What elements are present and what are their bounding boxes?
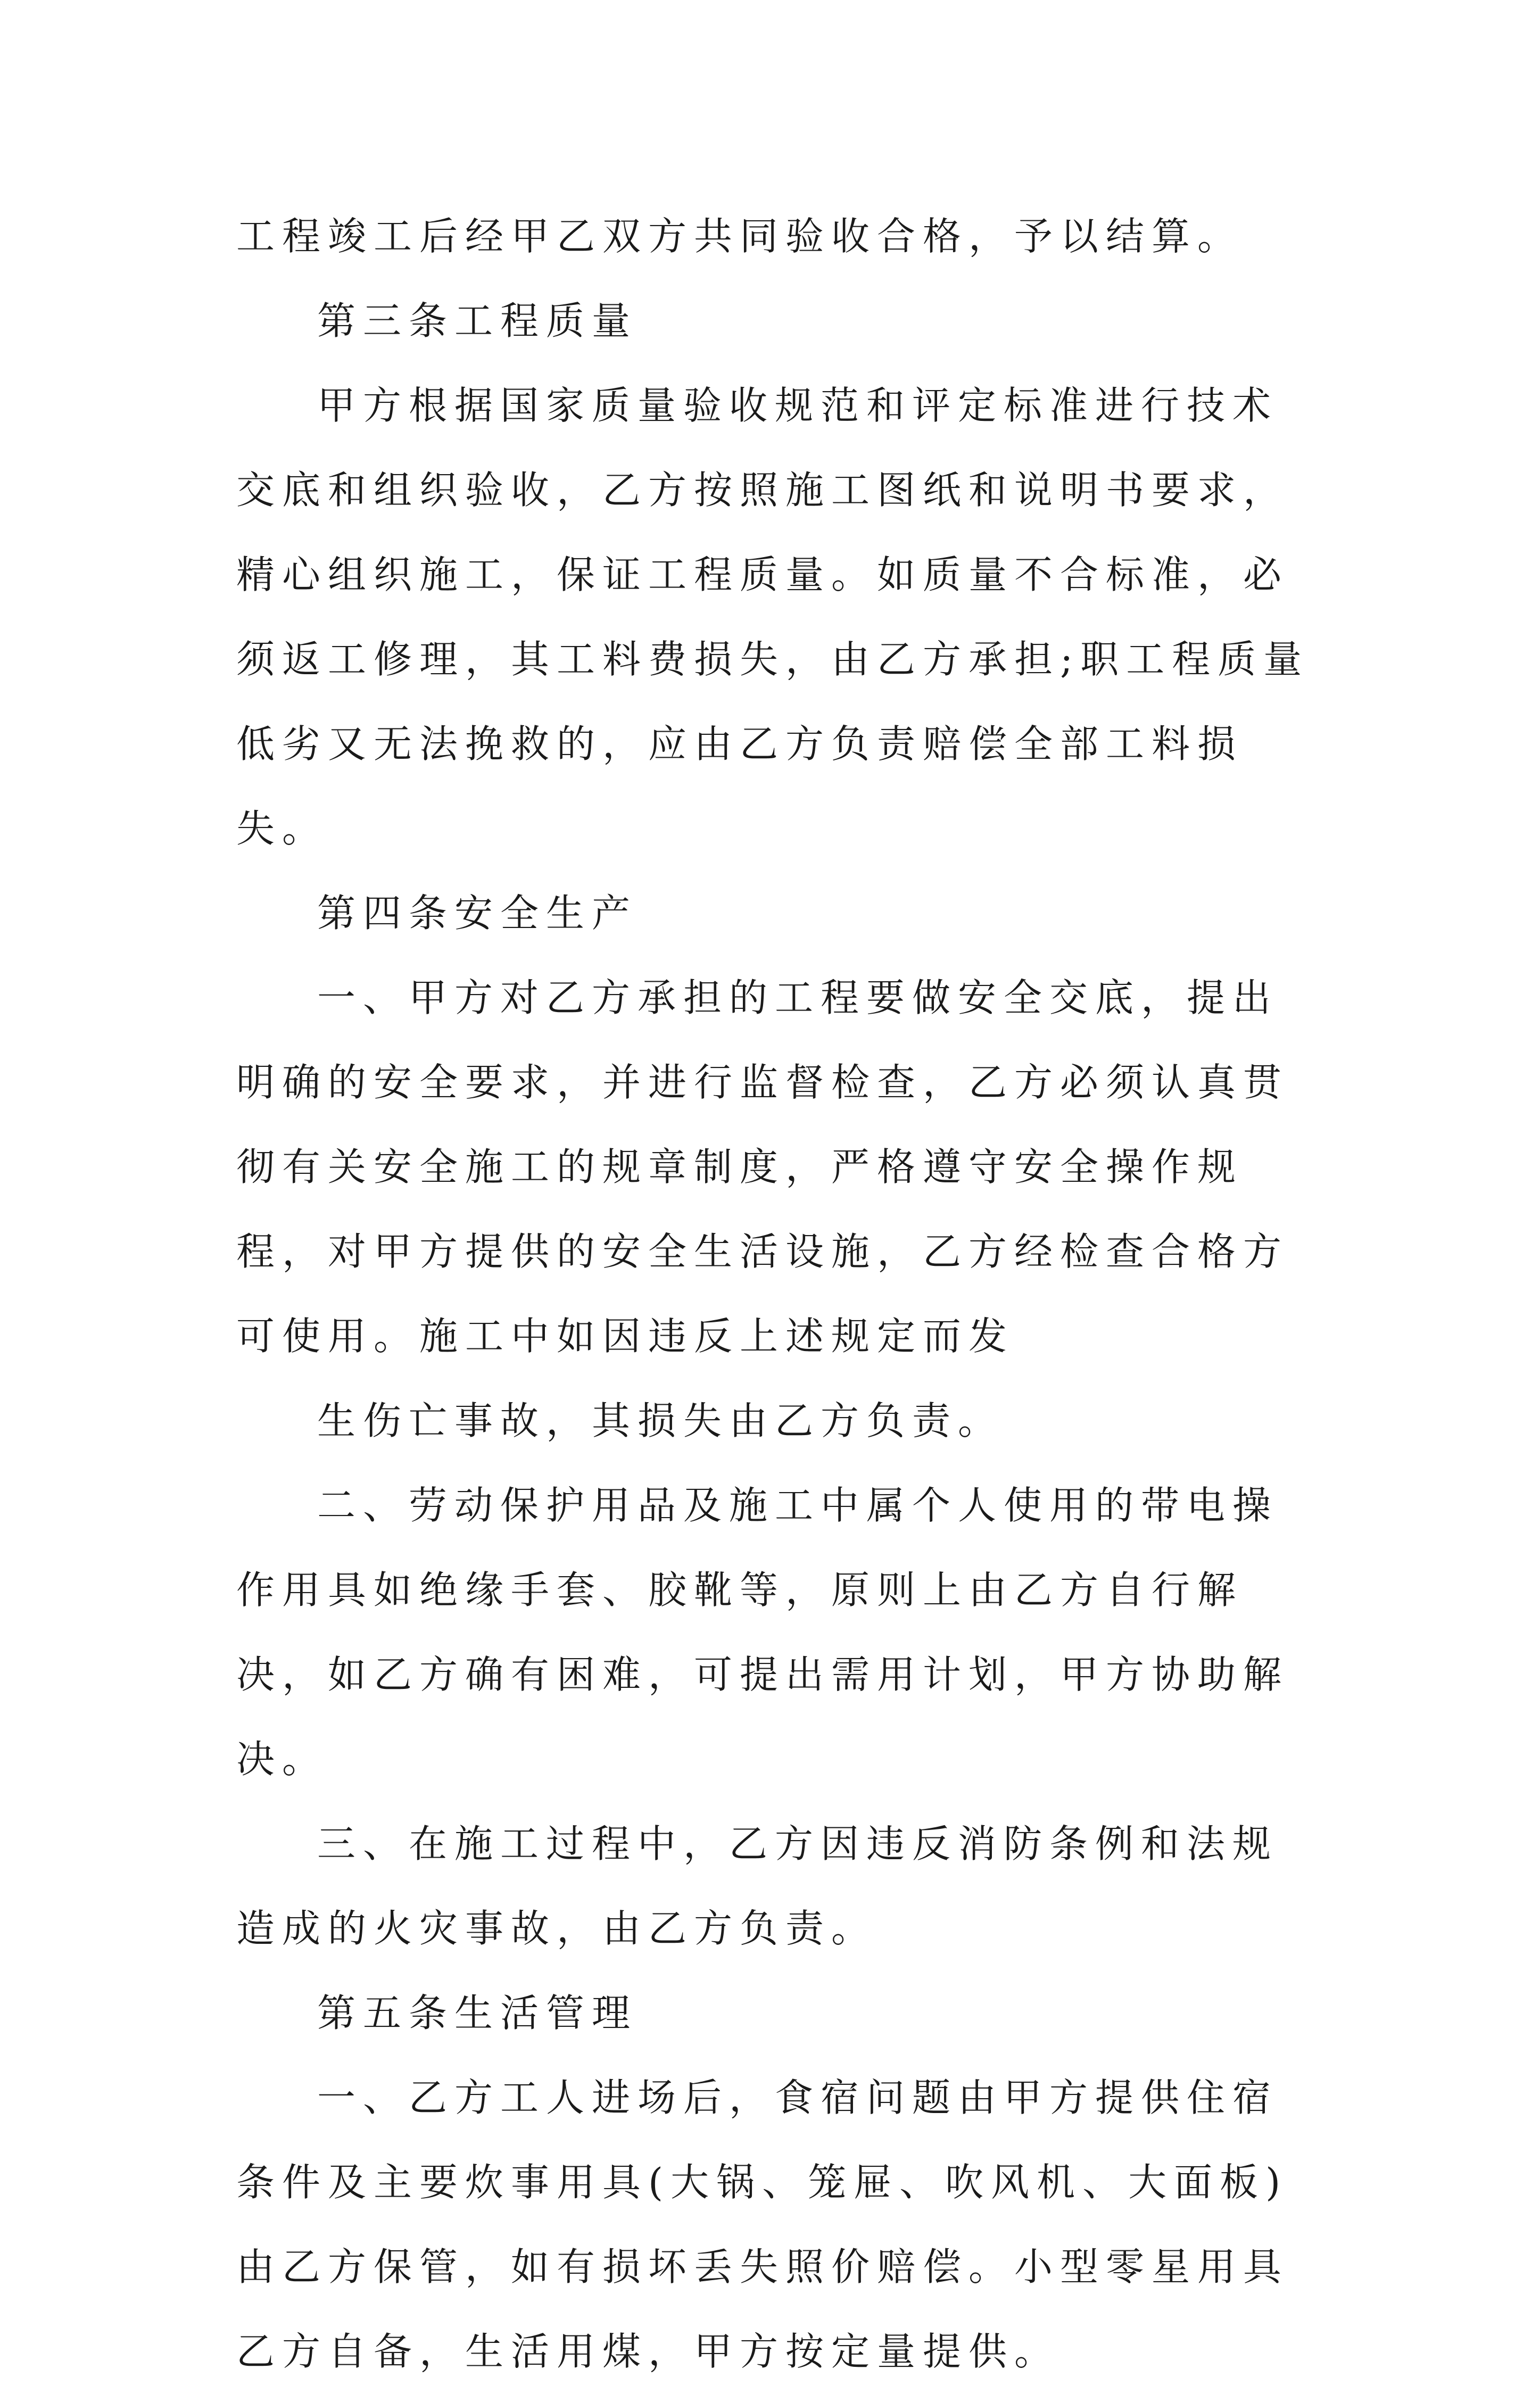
paragraph-quality: 甲方根据国家质量验收规范和评定标准进行技术交底和组织验收，乙方按照施工图纸和说明书要求，精心组织施工，保证工程质量。如质量不合标准，必须返工修理，其工料费损失，由乙方承担;职工程质量低劣又无法挽救的，应由乙方负责赔偿全部工料损失。 [236,383,1310,851]
paragraph-living-1: 一、乙方工人进场后，食宿问题由甲方提供住宿条件及主要炊事用具(大锅、笼屉、吹风机、大面板)由乙方保管，如有损坏丢失照价赔偿。小型零星用具乙方自备，生活用煤，甲方按定量提供。 [236,2075,1289,2374]
heading-article-5-living: 第五条生活管理 [317,1991,638,2035]
heading-article-4-safety: 第四条安全生产 [317,891,638,935]
paragraph-safety-2: 二、劳动保护用品及施工中属个人使用的带电操作用具如绝缘手套、胶靴等，原则上由乙方自行解决，如乙方确有困难，可提出需用计划，甲方协助解决。 [236,1483,1289,1782]
heading-article-3-quality: 第三条工程质量 [317,299,638,343]
document-page [236,194,1317,2394]
paragraph-settlement: 工程竣工后经甲乙双方共同验收合格，予以结算。 [236,214,1244,259]
paragraph-safety-3: 三、在施工过程中，乙方因违反消防条例和法规造成的火灾事故，由乙方负责。 [236,1821,1279,1951]
paragraph-safety-1: 一、甲方对乙方承担的工程要做安全交底，提出明确的安全要求，并进行监督检查，乙方必须认真贯彻有关安全施工的规章制度，严格遵守安全操作规程，对甲方提供的安全生活设施，乙方经检查合格方可使用。施工中如因违反上述规定而发 [236,975,1289,1358]
paragraph-safety-1-continued: 生伤亡事故，其损失由乙方负责。 [317,1398,1004,1443]
